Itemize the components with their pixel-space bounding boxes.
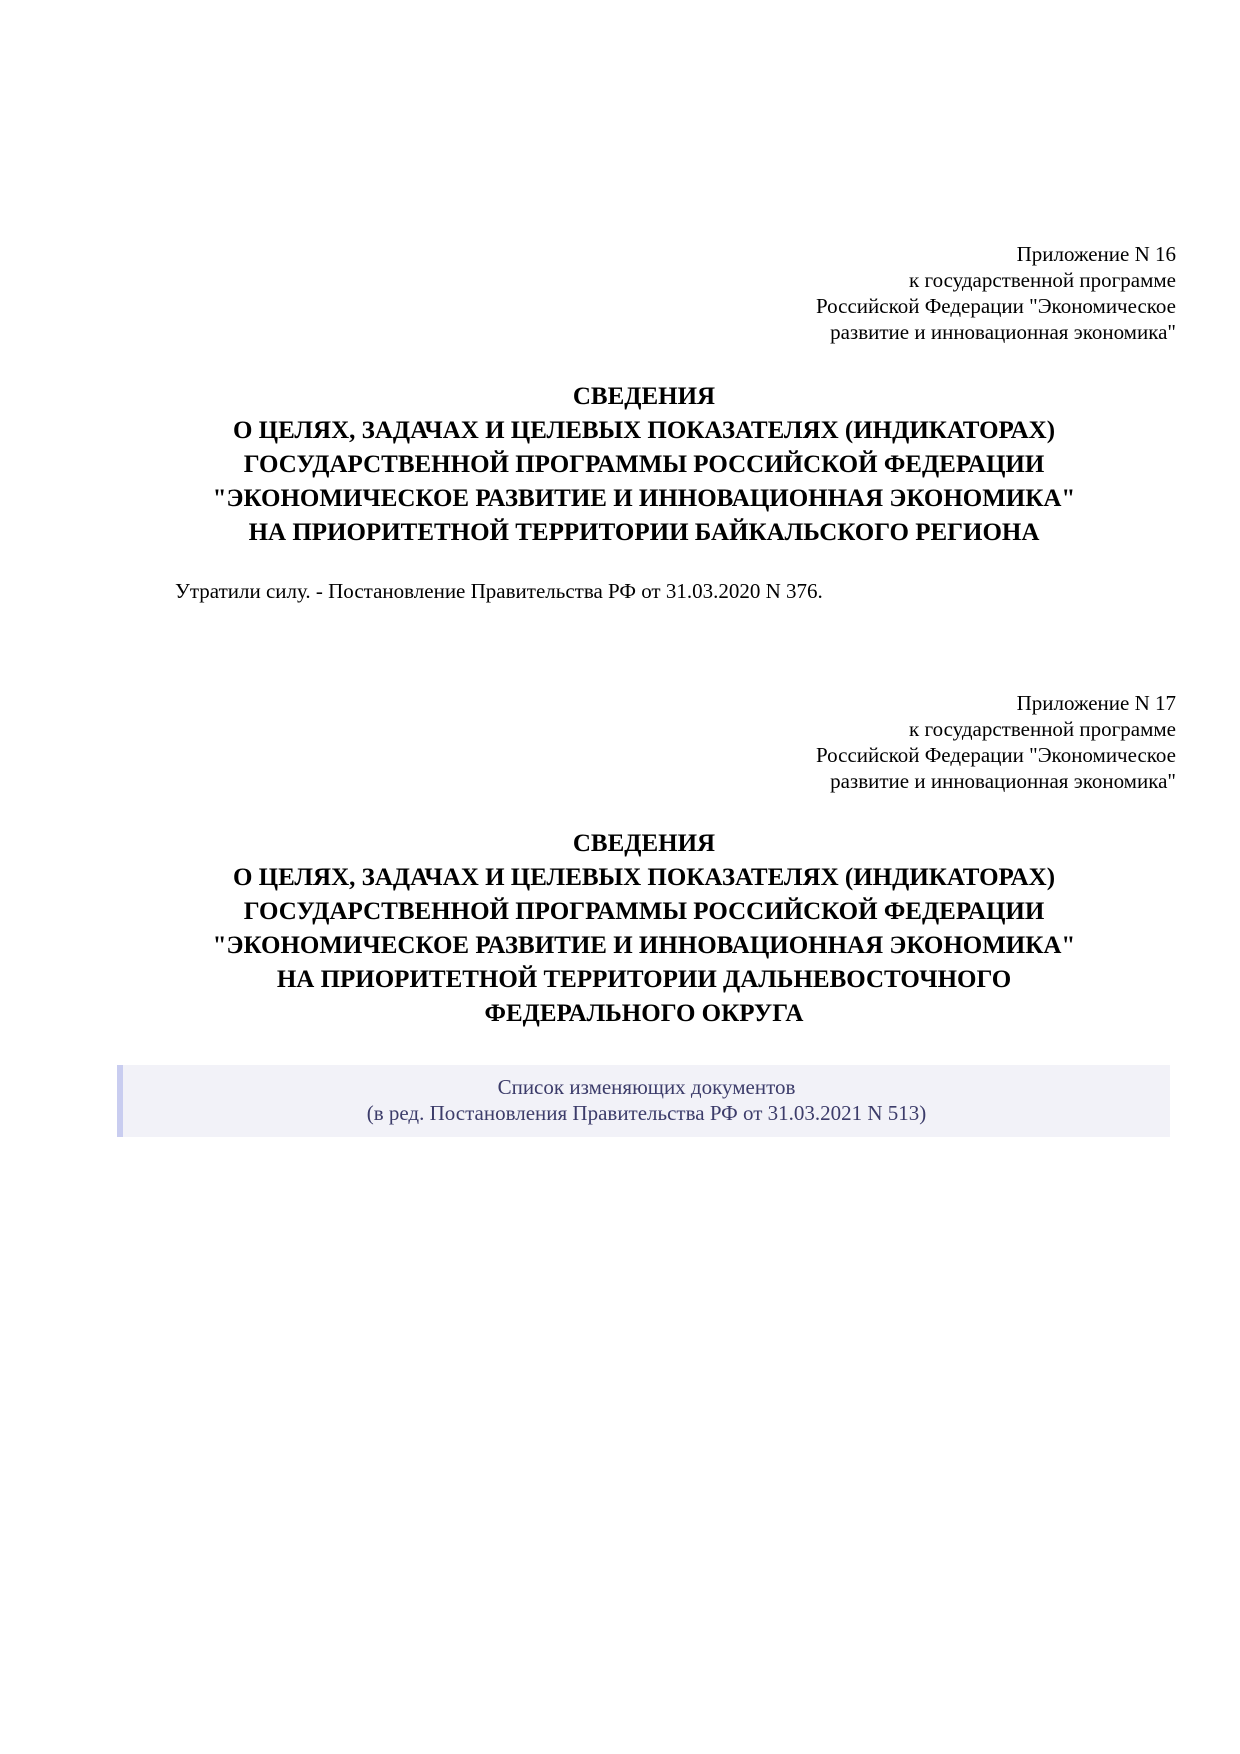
title-line: СВЕДЕНИЯ	[572, 383, 716, 410]
title-line: О ЦЕЛЯХ, ЗАДАЧАХ И ЦЕЛЕВЫХ ПОКАЗАТЕЛЯХ (ИНДИКАТОРАХ)	[232, 864, 1056, 891]
appendix-16-line-2: к государственной программе	[909, 268, 1176, 292]
title-line: "ЭКОНОМИЧЕСКОЕ РАЗВИТИЕ И ИННОВАЦИОННАЯ ЭКОНОМИКА"	[212, 485, 1076, 512]
appendix-16-caption	[576, 241, 1176, 345]
appendix-16-number: Приложение N 16	[1016, 242, 1176, 266]
appendix-17-line-3: Российской Федерации "Экономическое	[815, 743, 1176, 767]
title-line: ГОСУДАРСТВЕННОЙ ПРОГРАММЫ РОССИЙСКОЙ ФЕДЕРАЦИИ	[243, 451, 1045, 478]
title-line: НА ПРИОРИТЕТНОЙ ТЕРРИТОРИИ ДАЛЬНЕВОСТОЧНОГО	[276, 966, 1012, 993]
title-line: О ЦЕЛЯХ, ЗАДАЧАХ И ЦЕЛЕВЫХ ПОКАЗАТЕЛЯХ (ИНДИКАТОРАХ)	[232, 417, 1056, 444]
appendix-17-line-2: к государственной программе	[909, 717, 1176, 741]
appendix-17-line-4: развитие и инновационная экономика"	[830, 769, 1176, 793]
repealed-note: Утратили силу. - Постановление Правительства РФ от 31.03.2020 N 376.	[175, 579, 823, 603]
amending-documents-box	[117, 1065, 1170, 1137]
title-line: ГОСУДАРСТВЕННОЙ ПРОГРАММЫ РОССИЙСКОЙ ФЕДЕРАЦИИ	[243, 898, 1045, 925]
amending-documents-revision[interactable]: (в ред. Постановления Правительства РФ от 31.03.2021 N 513)	[366, 1101, 927, 1125]
title-line: "ЭКОНОМИЧЕСКОЕ РАЗВИТИЕ И ИННОВАЦИОННАЯ ЭКОНОМИКА"	[212, 932, 1076, 959]
amending-documents-title: Список изменяющих документов	[497, 1075, 796, 1099]
appendix-16-line-3: Российской Федерации "Экономическое	[815, 294, 1176, 318]
appendix-17-title	[118, 827, 1170, 1031]
appendix-17-caption	[576, 690, 1176, 794]
appendix-16-line-4: развитие и инновационная экономика"	[830, 320, 1176, 344]
title-line: ФЕДЕРАЛЬНОГО ОКРУГА	[484, 1000, 804, 1027]
title-line: СВЕДЕНИЯ	[572, 830, 716, 857]
appendix-17-number: Приложение N 17	[1016, 691, 1176, 715]
title-line: НА ПРИОРИТЕТНОЙ ТЕРРИТОРИИ БАЙКАЛЬСКОГО РЕГИОНА	[248, 519, 1040, 546]
appendix-16-title	[118, 380, 1170, 550]
